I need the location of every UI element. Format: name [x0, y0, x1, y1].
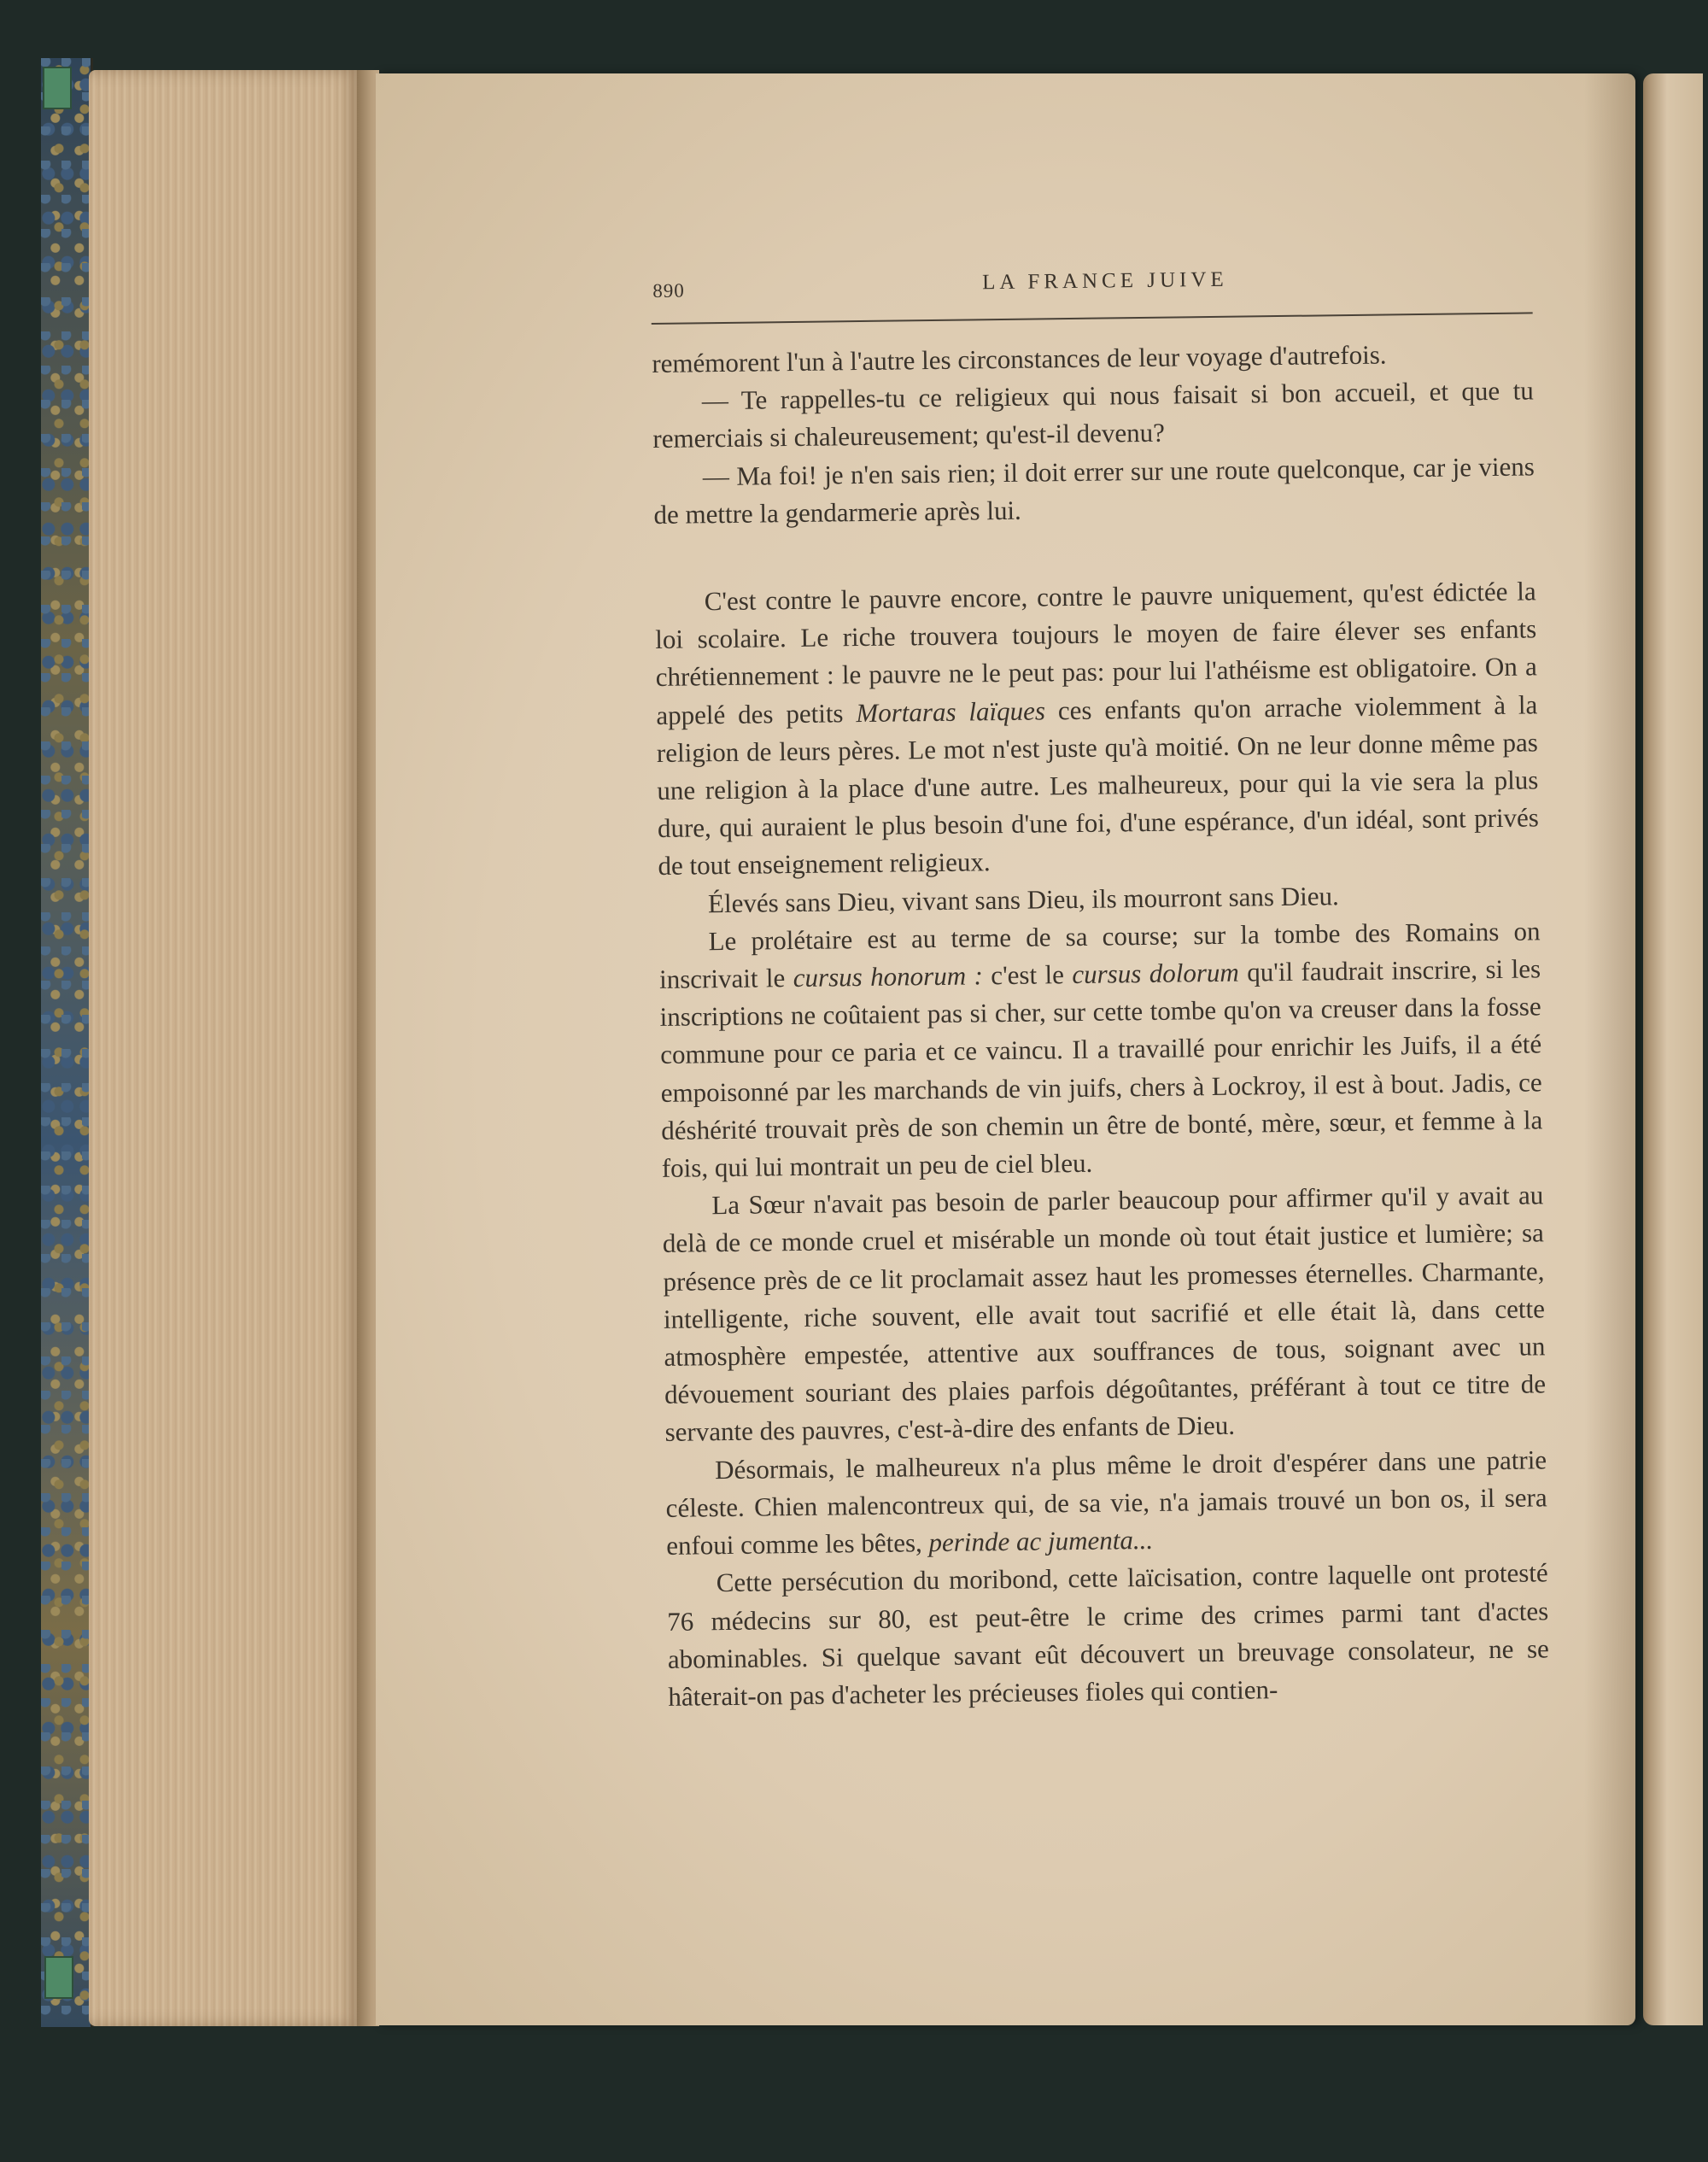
paragraph [665, 1441, 1548, 1565]
dialogue-line [653, 448, 1535, 534]
paragraph [662, 1177, 1547, 1452]
text-run: — Ma foi! je n'en sais rien; il doit errer sur une route quelconque, car je viens de mettre la gendarmerie après lui. [653, 450, 1535, 530]
text-run: ces enfants qu'on arrache violemment à la religion de leurs pères. Le mot n'est juste qu'à moitié. On ne leur donne même pas une religion à la place d'une autre. Les malheureux, pour qui la vie sera la plus dure, qui auraient le plus besoin d'une foi, d'une espérance, d'un idéal, sont privés de tout enseignement religieux. [656, 688, 1540, 882]
green-corner-tab-top [43, 67, 72, 109]
italic-phrase: Mortaras laïques [856, 695, 1046, 728]
body-text [652, 334, 1550, 1716]
dialogue-line [652, 372, 1535, 459]
page-block-edge [89, 70, 360, 2026]
paragraph [667, 1555, 1550, 1716]
text-run: — Te rappelles-tu ce religieux qui nous faisait si bon accueil, et que tu remerciais si chaleureusement; qu'est-il devenu? [652, 375, 1534, 454]
text-run: c'est le [982, 959, 1073, 991]
green-corner-tab-bottom [44, 1956, 73, 1999]
italic-phrase: cursus dolorum [1072, 957, 1240, 990]
running-head [651, 261, 1533, 325]
page-shadow [1584, 73, 1635, 2025]
text-run: Cette persécution du moribond, cette laïcisation, contre laquelle ont protesté 76 médecins sur 80, est peut-être le crime des crimes parmi tant d'actes abominables. Si quelque savant eût découvert un breuvage consolateur, ne se hâterait-on pas d'acheter les précieuses fioles qui contien- [667, 1557, 1549, 1712]
text-run: C'est contre le pauvre encore, contre le pauvre uniquement, qu'est édictée la loi scolaire. Le riche trouvera toujours le moyen de faire élever ses enfants chrétiennement : le pauvre ne le peut pas: pour lui l'athéisme est obligatoire. On a appelé des petits [655, 576, 1537, 730]
running-title: LA FRANCE JUIVE [982, 267, 1228, 295]
text-run: qu'il faudrait inscrire, si les inscriptions ne coûtaient pas si cher, sur cette tombe qu'on va creuser dans la fosse commune pour ce paria et ce vaincu. Il a travaillé pour enrichir les Juifs, il a été empoisonné par les marchands de vin juifs, chers à Lockroy, il est à bout. Jadis, ce déshérité trouvait près de son chemin un être de bonté, mère, sœur, et femme à la fois, qui lui montrait un peu de ciel bleu. [659, 953, 1543, 1183]
facing-page-edge [1643, 73, 1703, 2025]
page-text-block [651, 261, 1550, 1716]
italic-phrase: perinde ac jumenta... [928, 1525, 1154, 1558]
paragraph [654, 572, 1539, 885]
paragraph [658, 912, 1543, 1187]
text-run: Désormais, le malheureux n'a plus même le droit d'espérer dans une patrie céleste. Chien malencontreux qui, de sa vie, n'a jamais trouvé un bon os, il sera enfoui comme les bêtes, [665, 1444, 1547, 1561]
italic-phrase: cursus honorum : [793, 960, 984, 993]
text-run: remémorent l'un à l'autre les circonstances de leur voyage d'autrefois. [652, 339, 1387, 378]
marbled-cover-edge [41, 58, 93, 2027]
text-run: Le prolétaire est au terme de sa course; sur la tombe des Romains on inscrivait le [658, 916, 1541, 994]
text-run: Élevés sans Dieu, vivant sans Dieu, ils mourront sans Dieu. [707, 880, 1339, 918]
page-number: 890 [652, 279, 685, 302]
text-run: La Sœur n'avait pas besoin de parler beaucoup pour affirmer qu'il y avait au delà de ce monde cruel et misérable un monde où tout était justice et lumière; sa présence près de ce lit proclamait assez haut les promesses éternelles. Charmante, intelligente, riche souvent, elle avait tout sacrifié et elle était là, dans cette atmosphère empestée, attentive aux souffrances de tous, soignant avec un dévouement souriant des plaies parfois dégoûtantes, préférant à tout ce titre de servante des pauvres, c'est-à-dire des enfants de Dieu. [662, 1180, 1547, 1448]
